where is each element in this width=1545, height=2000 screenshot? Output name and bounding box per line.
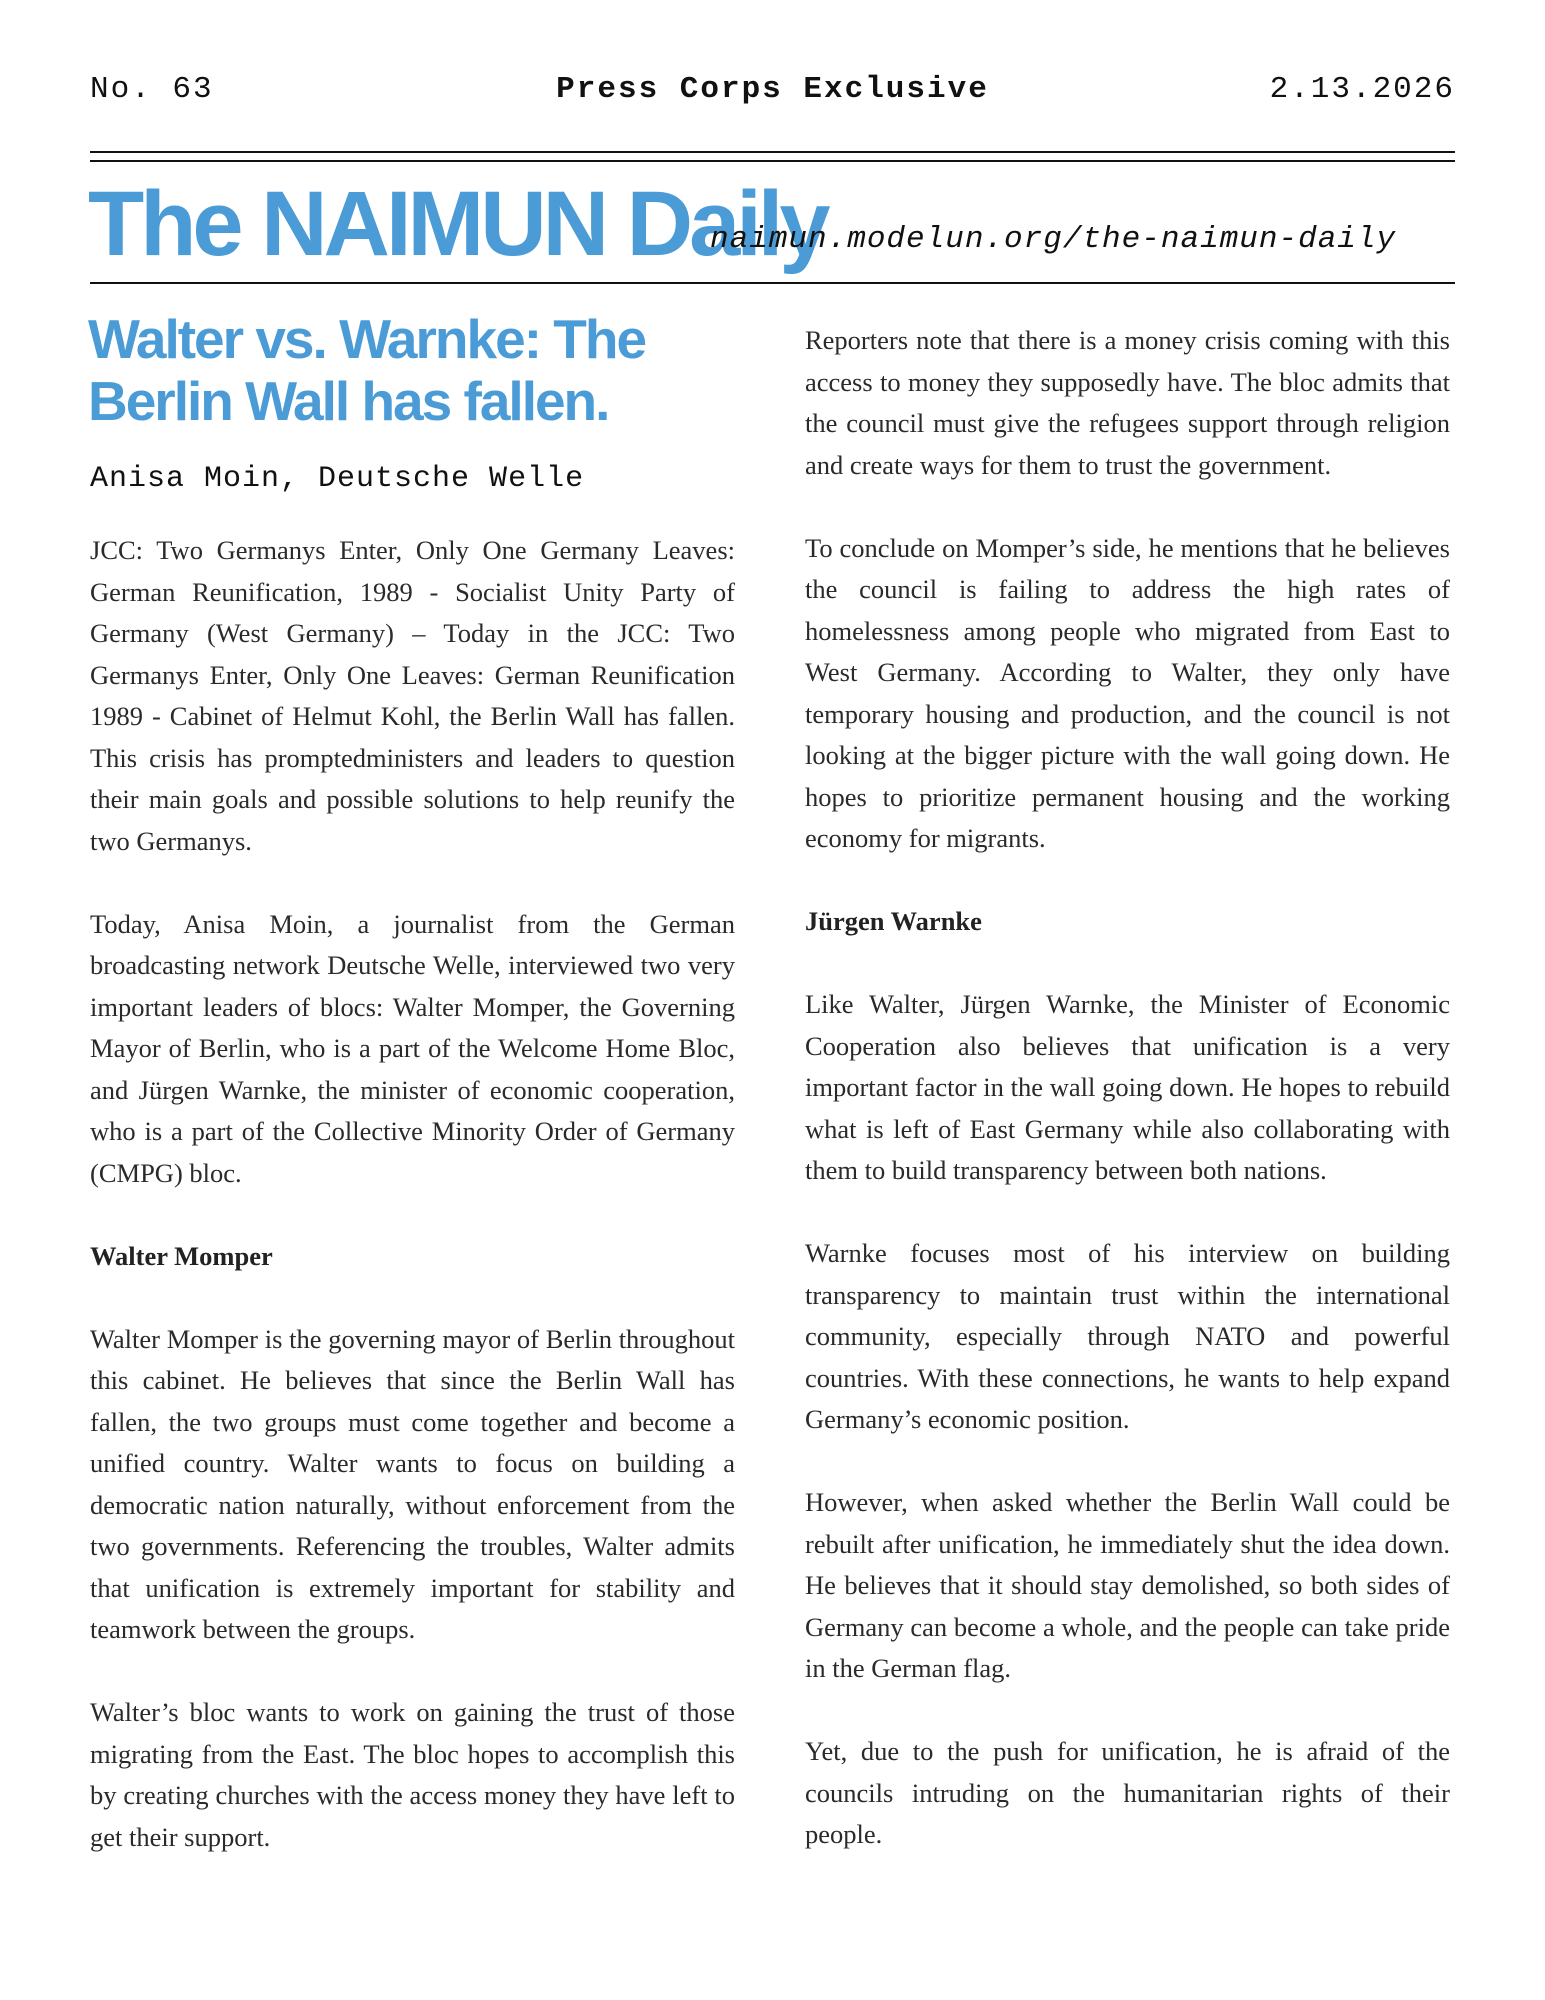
masthead-rule: [90, 282, 1455, 284]
paragraph: Today, Anisa Moin, a journalist from the German broadcasting network Deutsche Welle, interviewed two very important leaders of blocs: Walter Momper, the Governing Mayor of Berlin, who is a part of the Welcome Home Bloc, and Jürgen Warnke, the minister of economic cooperation, who is a part of the Collective Minority Order of Germany (CMPG) bloc.: [90, 908, 735, 1188]
article-byline: Anisa Moin, Deutsche Welle: [90, 462, 585, 496]
paragraph: Reporters note that there is a money crisis coming with this access to money they supposedly have. The bloc admits that the council must give the refugees support through religion and create ways for them to trust the government.: [805, 325, 1450, 480]
headline-line-1: Walter vs. Warnke: The: [88, 308, 646, 370]
issue-header: [90, 72, 1455, 112]
masthead-title: The NAIMUN Daily: [88, 173, 827, 275]
right-column: [805, 320, 1450, 1897]
paragraph: JCC: Two Germanys Enter, Only One Germany Leaves: German Reunification, 1989 - Socialist Unity Party of Germany (West Germany) – Today in the JCC: Two Germanys Enter, Only One Leaves: German Reunification 1989 - Cabinet of Helmut Kohl, the Berlin Wall has fallen. This crisis has promptedministers and leaders to question their main goals and possible solutions to help reunify the two Germanys.: [90, 535, 735, 856]
article-headline: [88, 308, 748, 432]
subheading-walter-momper: Walter Momper: [90, 1240, 273, 1271]
header-rule-top: [90, 151, 1455, 153]
headline-line-2: Berlin Wall has fallen.: [88, 370, 609, 432]
section-label: Press Corps Exclusive: [556, 72, 989, 107]
left-column: [90, 530, 735, 1900]
issue-number: No. 63: [90, 72, 214, 107]
masthead-url[interactable]: naimun.modelun.org/the-naimun-daily: [710, 222, 1397, 257]
paragraph: Walter Momper is the governing mayor of Berlin throughout this cabinet. He believes that since the Berlin Wall has fallen, the two groups must come together and become a unified country. Walter wants to focus on building a democratic nation naturally, without enforcement from the two governments. Referencing the troubles, Walter admits that unification is extremely important for stability and teamwork between the groups.: [90, 1323, 735, 1644]
paragraph: To conclude on Momper’s side, he mentions that he believes the council is failing to address the high rates of homelessness among people who migrated from East to West Germany. According to Walter, they only have temporary housing and production, and the council is not looking at the bigger picture with the wall going down. He hopes to prioritize permanent housing and the working economy for migrants.: [805, 532, 1450, 853]
issue-date: 2.13.2026: [1269, 72, 1455, 107]
paragraph: However, when asked whether the Berlin Wall could be rebuilt after unification, he immediately shut the idea down. He believes that it should stay demolished, so both sides of Germany can become a whole, and the people can take pride in the German flag.: [805, 1487, 1450, 1683]
subheading-jurgen-warnke: Jürgen Warnke: [805, 906, 982, 936]
paragraph: Warnke focuses most of his interview on building transparency to maintain trust within the international community, especially through NATO and powerful countries. With these connections, he wants to help expand Germany’s economic position.: [805, 1238, 1450, 1434]
paragraph: Walter’s bloc wants to work on gaining the trust of those migrating from the East. The bloc hopes to accomplish this by creating churches with the access money they have left to get their support.: [90, 1697, 735, 1852]
paragraph: Yet, due to the push for unification, he is afraid of the councils intruding on the humanitarian rights of their people.: [805, 1736, 1450, 1849]
header-rule-bottom: [90, 160, 1455, 162]
paragraph: Like Walter, Jürgen Warnke, the Minister of Economic Cooperation also believes that unification is a very important factor in the wall going down. He hopes to rebuild what is left of East Germany while also collaborating with them to build transparency between both nations.: [805, 989, 1450, 1185]
